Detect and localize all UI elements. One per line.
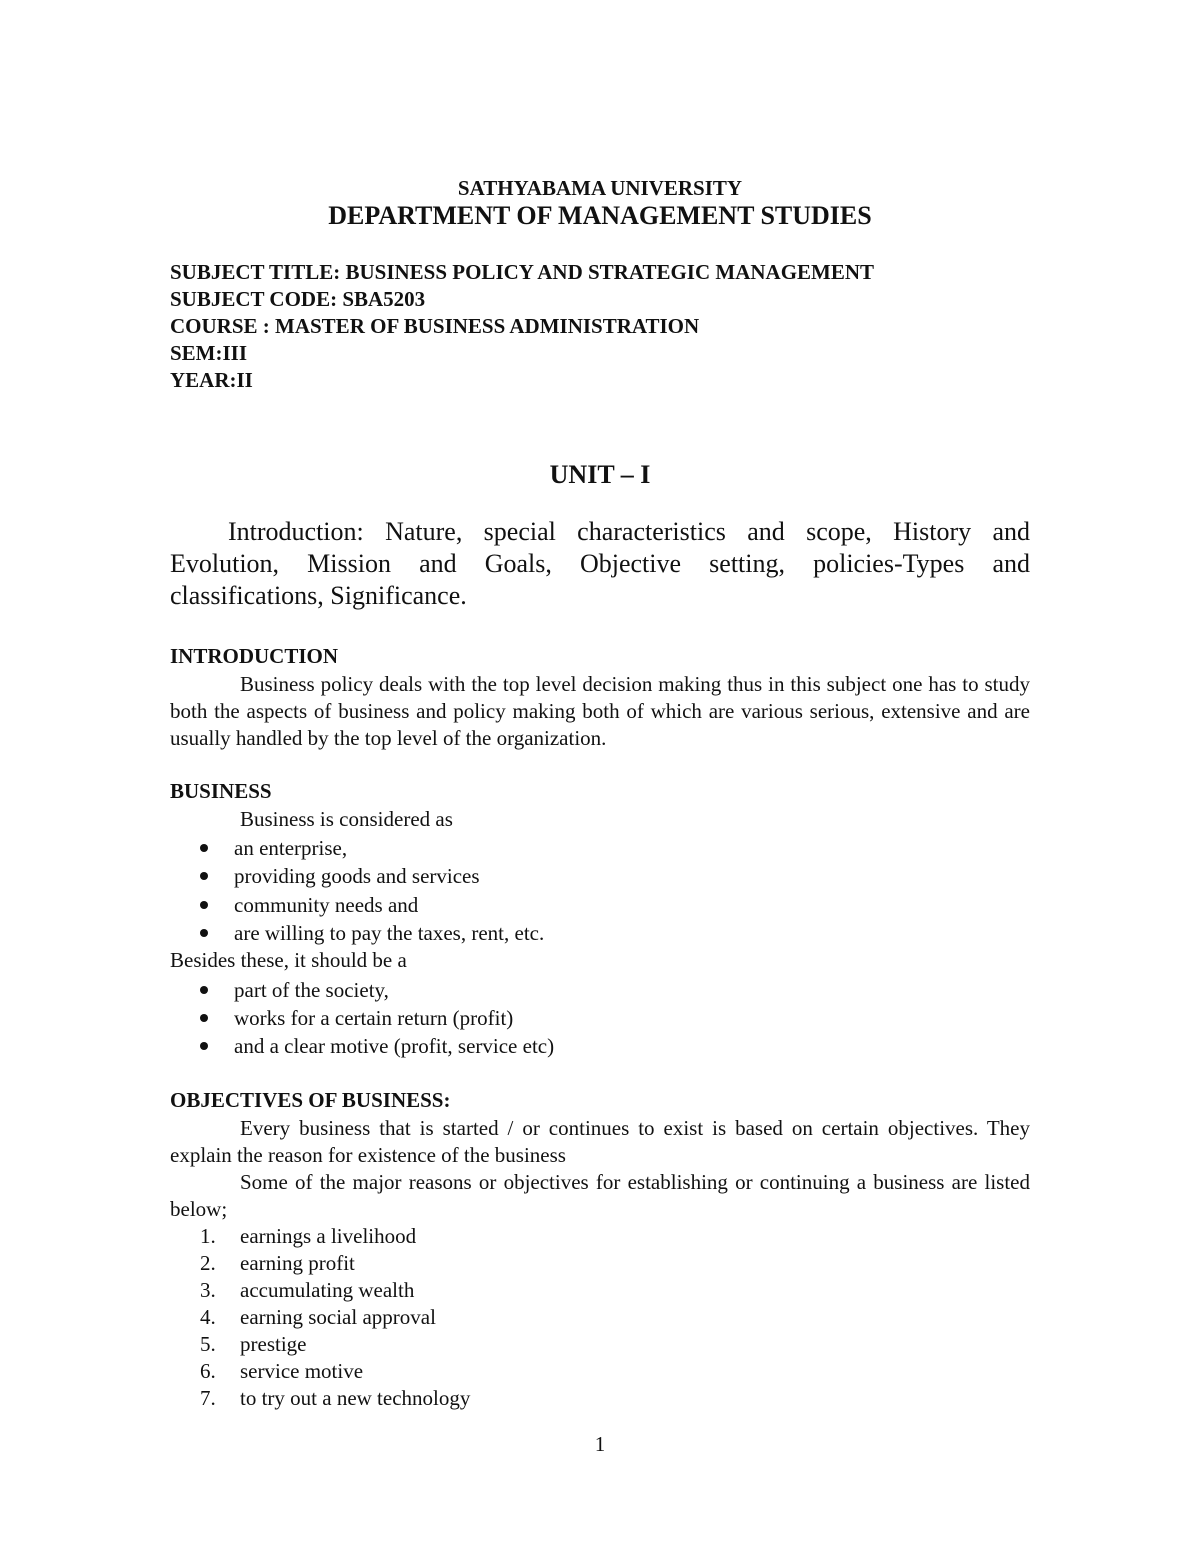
list-item: and a clear motive (profit, service etc): [200, 1033, 554, 1060]
bullet-icon: [200, 872, 208, 880]
objectives-heading: OBJECTIVES OF BUSINESS:: [170, 1088, 451, 1112]
department-title: DEPARTMENT OF MANAGEMENT STUDIES: [328, 201, 872, 230]
subject-title: SUBJECT TITLE: BUSINESS POLICY AND STRATEGIC MANAGEMENT: [170, 260, 875, 284]
list-item: 1. earnings a livelihood: [200, 1224, 417, 1248]
introduction-paragraph: [170, 671, 1030, 752]
list-item: 4. earning social approval: [200, 1305, 436, 1329]
objectives-paragraph-2: Some of the major reasons or objectives for establishing or continuing a business are listed below;: [170, 1170, 1030, 1221]
unit-summary-text: Introduction: Nature, special characteristics and scope, History and Evolution, Mission and Goals, Objective setting, policies-Types and classifications, Significance.: [170, 517, 1030, 610]
bullet-icon: [200, 844, 208, 852]
list-item: providing goods and services: [200, 863, 480, 890]
list-item: 2. earning profit: [200, 1251, 355, 1275]
list-item: works for a certain return (profit): [200, 1005, 513, 1032]
objectives-paragraph-1: Every business that is started / or continues to exist is based on certain objectives. They explain the reason for existence of the business: [170, 1116, 1030, 1167]
course: COURSE : MASTER OF BUSINESS ADMINISTRATION: [170, 314, 700, 338]
unit-title: UNIT – I: [549, 460, 651, 489]
list-item: part of the society,: [200, 977, 389, 1004]
business-heading: BUSINESS: [170, 779, 272, 803]
bullet-icon: [200, 1042, 208, 1050]
introduction-text: Business policy deals with the top level decision making thus in this subject one has to study both the aspects of business and policy making both of which are various serious, extensive and are usually handled by the top level of the organization.: [170, 672, 1030, 750]
page-number: 1: [594, 1432, 606, 1456]
year: YEAR:II: [170, 368, 253, 392]
bullet-icon: [200, 929, 208, 937]
list-item: 3. accumulating wealth: [200, 1278, 415, 1302]
business-lead: Business is considered as: [240, 807, 453, 831]
university-name: SATHYABAMA UNIVERSITY: [457, 176, 743, 200]
list-item: 6. service motive: [200, 1359, 364, 1383]
list-item: 7. to try out a new technology: [200, 1386, 471, 1410]
list-item: 5. prestige: [200, 1332, 307, 1356]
bullet-icon: [200, 901, 208, 909]
bullet-icon: [200, 986, 208, 994]
list-item: are willing to pay the taxes, rent, etc.: [200, 920, 544, 947]
list-item: an enterprise,: [200, 835, 347, 862]
unit-summary: [170, 516, 1030, 612]
subject-code: SUBJECT CODE: SBA5203: [170, 287, 426, 311]
bullet-icon: [200, 1014, 208, 1022]
besides-text: Besides these, it should be a: [170, 948, 407, 972]
semester: SEM:III: [170, 341, 248, 365]
list-item: community needs and: [200, 892, 418, 919]
introduction-heading: INTRODUCTION: [170, 644, 339, 668]
